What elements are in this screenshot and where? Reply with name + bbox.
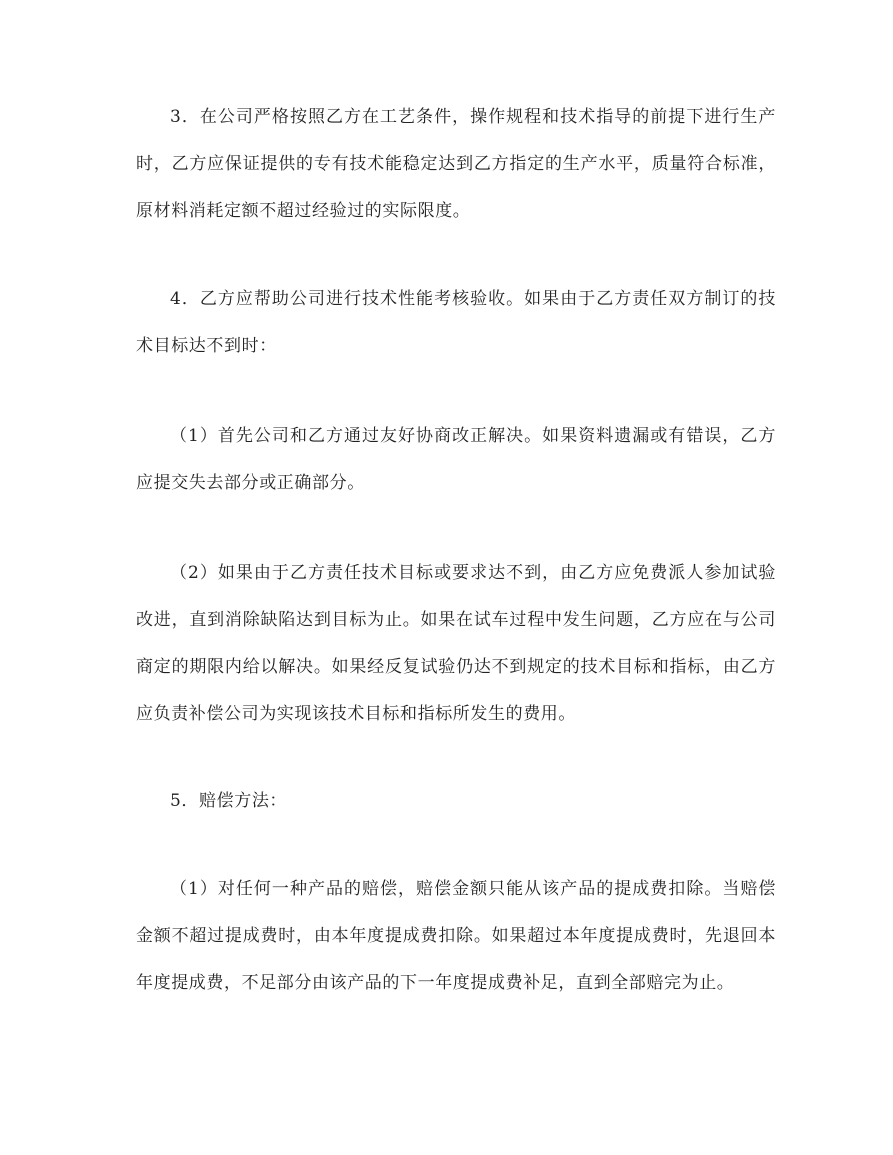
clause-4-item-2-paragraph: （2）如果由于乙方责任技术目标或要求达不到，由乙方应免费派人参加试验改进，直到消除缺陷达到目标为止。如果在试车过程中发生问题，乙方应在与公司商定的期限内给以解决。如果经反复试验仍达不到规定的技术目标和指标，由乙方应负责补偿公司为实现该技术目标和指标所发生的费用。 — [136, 563, 776, 724]
clause-5-item-1-paragraph: （1）对任何一种产品的赔偿，赔偿金额只能从该产品的提成费扣除。当赔偿金额不超过提成费时，由本年度提成费扣除。如果超过本年度提成费时，先退回本年度提成费，不足部分由该产品的下一年度提成费补足，直到全部赔完为止。 — [136, 879, 776, 993]
clause-4-item-1-paragraph: （1）首先公司和乙方通过友好协商改正解决。如果资料遗漏或有错误，乙方应提交失去部分或正确部分。 — [136, 426, 776, 493]
clause-4-paragraph: 4．乙方应帮助公司进行技术性能考核验收。如果由于乙方责任双方制订的技术目标达不到时： — [136, 289, 776, 356]
clause-5-heading: 5．赔偿方法： — [170, 791, 288, 811]
clause-3-paragraph: 3．在公司严格按照乙方在工艺条件，操作规程和技术指导的前提下进行生产时，乙方应保证提供的专有技术能稳定达到乙方指定的生产水平，质量符合标准，原材料消耗定额不超过经验过的实际限度。 — [136, 107, 776, 221]
